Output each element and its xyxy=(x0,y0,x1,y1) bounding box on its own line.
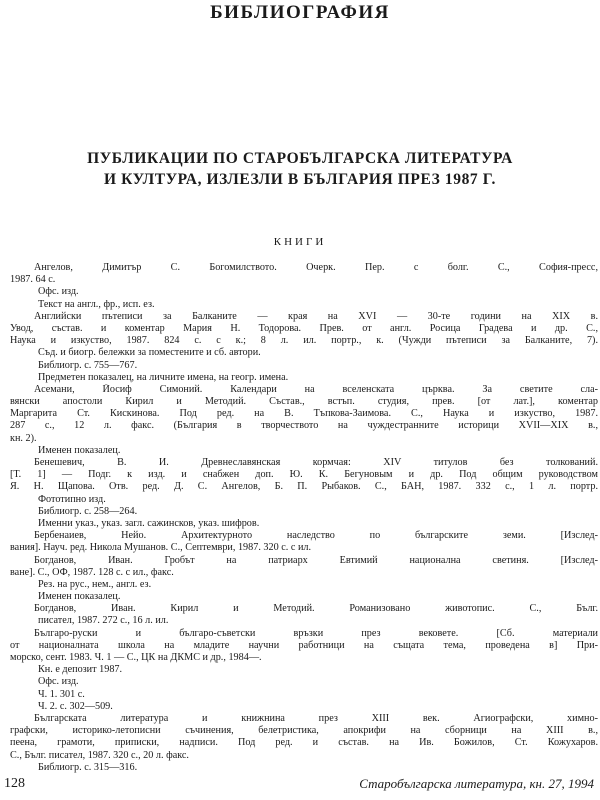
text-line: Библиогр. с. 755—767. xyxy=(38,359,138,371)
text-line: вянски апостоли Кирил и Методий. Състав., встъп. студия, прев. [от лат.], коментар xyxy=(10,396,598,408)
section-title-line: И КУЛТУРА, ИЗЛЕЗЛИ В БЪЛГАРИЯ ПРЕЗ 1987 Г. xyxy=(104,171,496,188)
text-line: Я. Н. Щапова. Отв. ред. Д. С. Ангелов, Б. П. Рыбаков. С., БАН, 1987. 332 с., 1 л. портр. xyxy=(10,481,598,493)
text-line: кн. 2). xyxy=(10,432,37,444)
sub-heading-books: КНИГИ xyxy=(273,236,327,248)
text-line: Наука и изкуство, 1987. 824 с. с к.; 8 л. ил. портр., к. (Чужди пътеписи за Балканите, 7). xyxy=(10,335,598,347)
text-line: Бенешевич, В. И. Древнеславянская кормчая: XIV титулов без толкований. xyxy=(34,457,598,468)
text-line: Текст на англ., фр., исп. ез. xyxy=(38,298,155,310)
text-line: Богданов, Иван. Гробът на патриарх Евтимий национална светиня. [Изслед- xyxy=(34,554,598,566)
text-line: Библиогр. с. 258—264. xyxy=(38,505,138,517)
text-line: от националната школа на младите научни работници на същата тема, проведена в] При- xyxy=(10,639,598,651)
text-line: вания]. Науч. ред. Никола Мушанов. С., Септември, 1987. 320 с. с ил. xyxy=(10,542,312,554)
text-line: Съд. и биогр. бележки за поместените и сб. автори. xyxy=(38,347,261,359)
text-line: Маргарита Ст. Кискинова. Под ред. на В. Тъпкова-Заимова. С., Наука и изкуство, 1987. xyxy=(10,408,598,420)
text-line: 1987. 64 с. xyxy=(10,274,56,286)
text-line: пеена, грамоти, приписки, надписи. Под ред. и състав. на Ив. Божилов, Ст. Кожухаров. xyxy=(10,737,598,749)
text-line: [Т. 1] — Подг. к изд. и снабжен доп. Ю. К. Бегуновым и др. Под общим руководством xyxy=(10,469,598,481)
text-line: Фототипно изд. xyxy=(38,493,106,505)
text-line: Асемани, Йосиф Симоний. Календари на вселенската църква. За светите сла- xyxy=(34,383,598,395)
journal-footer: Старобългарска литература, кн. 27, 1994 xyxy=(359,776,594,791)
text-line: Именен показалец. xyxy=(38,444,121,456)
text-line: Богданов, Иван. Кирил и Методий. Романизовано животопис. С., Бълг. xyxy=(34,603,598,615)
text-line: Рез. на рус., нем., англ. ез. xyxy=(38,578,152,590)
text-line: графски, историко-летописни съчинения, белетристика, апокрифи на сборници на XIII в., xyxy=(10,725,598,737)
section-title-line: ПУБЛИКАЦИИ ПО СТАРОБЪЛГАРСКА ЛИТЕРАТУРА xyxy=(87,150,513,167)
text-line: Именен показалец. xyxy=(38,591,121,603)
running-head: БИБЛИОГРАФИЯ xyxy=(210,2,390,23)
text-line: писател, 1987. 272 с., 16 л. ил. xyxy=(38,615,169,627)
text-line: 287 с., 12 л. факс. (България в творчеството на чуждестранните историци XVII—XIX в., xyxy=(10,420,598,432)
text-line: Библиогр. с. 315—316. xyxy=(38,761,138,773)
page-number: 128 xyxy=(4,776,25,791)
text-line: Ч. 1. 301 с. xyxy=(38,688,85,700)
text-line: Именни указ., указ. загл. сажинсков, указ. шифров. xyxy=(38,517,260,529)
text-line: Ангелов, Димитър С. Богомилството. Очерк. Пер. с болг. С., София-пресс, xyxy=(34,262,598,273)
text-line: Офс. изд. xyxy=(38,676,79,688)
bibliography-entries xyxy=(10,262,598,774)
text-line: Увод, състав. и коментар Мария Н. Тодорова. Прев. от англ. Росица Градева и др. С., xyxy=(10,322,598,334)
section-title xyxy=(40,148,560,190)
text-line: Българо-руски и българо-съветски връзки през вековете. [Сб. материали xyxy=(34,627,598,639)
text-line: Бербенаиев, Нейо. Архитектурното наследство по българските земи. [Изслед- xyxy=(34,530,598,542)
text-line: Офс. изд. xyxy=(38,286,79,298)
text-line: ване]. С., ОФ, 1987. 128 с. с ил., факс. xyxy=(10,566,174,578)
text-line: Ч. 2. с. 302—509. xyxy=(38,700,113,712)
text-line: морско, сент. 1983. Ч. 1 — С., ЦК на ДКМС и др., 1984—. xyxy=(10,652,262,663)
text-line: Английски пътеписи за Балканите — края на XVI — 30-те години на XIX в. xyxy=(34,310,598,322)
text-line: Българската литература и книжнина през XIII век. Агиографски, химно- xyxy=(34,712,598,724)
text-line: Кн. е депозит 1987. xyxy=(38,664,123,676)
text-line: С., Бълг. писател, 1987. 320 с., 20 л. факс. xyxy=(10,749,189,761)
text-line: Предметен показалец, на личните имена, на геогр. имена. xyxy=(38,371,289,383)
